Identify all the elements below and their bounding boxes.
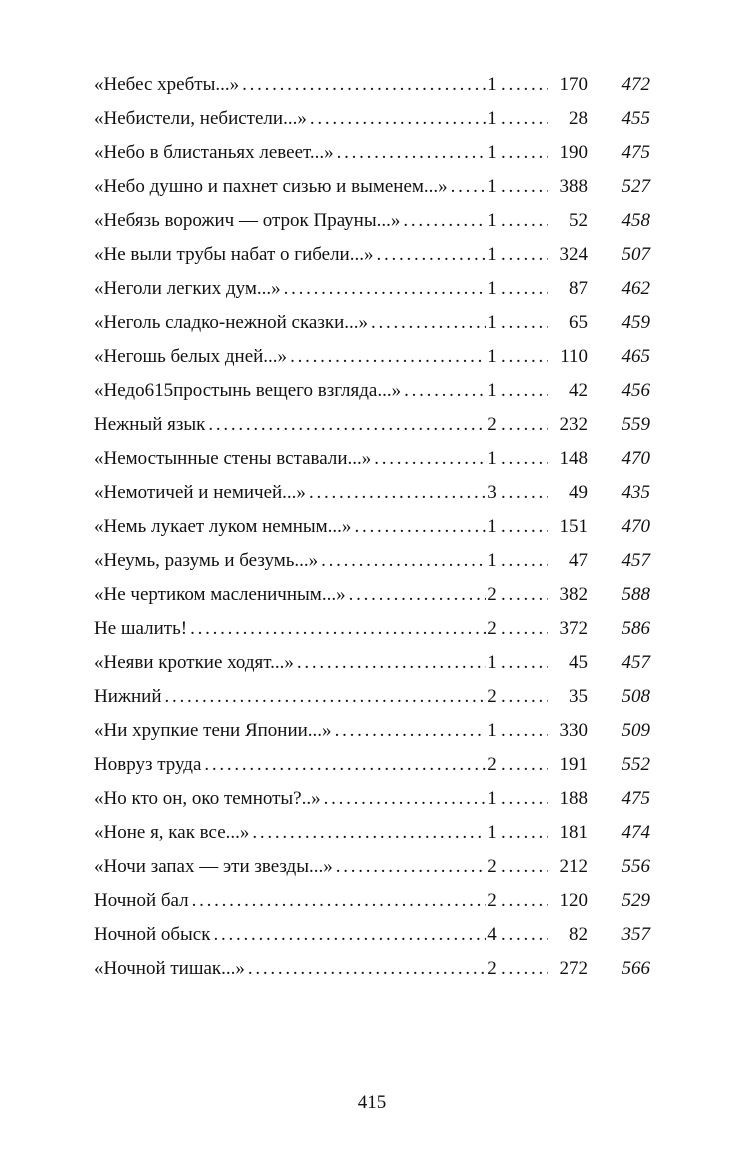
entry-volume: 2 bbox=[487, 618, 497, 639]
entry-title: «Ночи запах — эти звезды...» bbox=[94, 856, 333, 877]
entry-title: «Ни хрупкие тени Японии...» bbox=[94, 720, 332, 741]
dot-leader bbox=[498, 884, 548, 918]
entry-volume: 1 bbox=[487, 210, 497, 231]
entry-volume: 1 bbox=[487, 822, 497, 843]
dot-leader bbox=[498, 102, 548, 136]
index-entry bbox=[94, 408, 650, 442]
entry-volume: 2 bbox=[487, 958, 497, 979]
dot-leader bbox=[498, 374, 548, 408]
entry-page: 28 bbox=[569, 108, 588, 129]
dot-leader bbox=[498, 918, 548, 952]
entry-volume: 2 bbox=[487, 754, 497, 775]
entry-page: 49 bbox=[569, 482, 588, 503]
entry-title: Ночной бал bbox=[94, 890, 189, 911]
entry-title: Нижний bbox=[94, 686, 162, 707]
entry-volume: 1 bbox=[487, 516, 497, 537]
entry-commentary-page: 465 bbox=[621, 346, 650, 367]
entry-page: 47 bbox=[569, 550, 588, 571]
entry-page: 42 bbox=[569, 380, 588, 401]
dot-leader bbox=[498, 408, 548, 442]
entry-volume: 1 bbox=[487, 244, 497, 265]
dot-leader bbox=[245, 952, 486, 986]
dot-leader bbox=[498, 952, 548, 986]
dot-leader bbox=[287, 340, 486, 374]
index-entry bbox=[94, 442, 650, 476]
dot-leader bbox=[498, 510, 548, 544]
entry-volume: 1 bbox=[487, 550, 497, 571]
index-entry bbox=[94, 680, 650, 714]
index-entry bbox=[94, 340, 650, 374]
dot-leader bbox=[210, 918, 486, 952]
entry-title: Не шалить! bbox=[94, 618, 188, 639]
index-entry bbox=[94, 170, 650, 204]
entry-commentary-page: 357 bbox=[621, 924, 650, 945]
entry-title: «Небистели, небистели...» bbox=[94, 108, 307, 129]
entry-commentary-page: 457 bbox=[621, 550, 650, 571]
index-entry bbox=[94, 238, 650, 272]
entry-volume: 2 bbox=[487, 584, 497, 605]
entry-commentary-page: 559 bbox=[621, 414, 650, 435]
entry-title: «Немостынные стены вставали...» bbox=[94, 448, 372, 469]
index-entry bbox=[94, 272, 650, 306]
entry-title: Новруз труда bbox=[94, 754, 202, 775]
dot-leader bbox=[498, 646, 548, 680]
entry-commentary-page: 556 bbox=[621, 856, 650, 877]
entry-page: 35 bbox=[569, 686, 588, 707]
index-entry bbox=[94, 102, 650, 136]
entry-title: «Не чертиком масленичным...» bbox=[94, 584, 346, 605]
index-entry bbox=[94, 578, 650, 612]
entry-page: 110 bbox=[560, 346, 588, 367]
index-entry bbox=[94, 612, 650, 646]
entry-commentary-page: 435 bbox=[621, 482, 650, 503]
entry-page: 190 bbox=[559, 142, 588, 163]
entry-volume: 1 bbox=[487, 448, 497, 469]
dot-leader bbox=[498, 306, 548, 340]
dot-leader bbox=[189, 884, 486, 918]
entry-volume: 1 bbox=[487, 652, 497, 673]
entry-title: «Небо душно и пахнет сизью и выменем...» bbox=[94, 176, 448, 197]
entry-commentary-page: 507 bbox=[621, 244, 650, 265]
dot-leader bbox=[498, 612, 548, 646]
entry-volume: 1 bbox=[487, 312, 497, 333]
entry-commentary-page: 529 bbox=[621, 890, 650, 911]
entry-page: 120 bbox=[559, 890, 588, 911]
entry-commentary-page: 458 bbox=[621, 210, 650, 231]
entry-title: «Небес хребты...» bbox=[94, 74, 240, 95]
dot-leader bbox=[321, 782, 486, 816]
index-list bbox=[94, 68, 650, 986]
entry-title: «Неголи легких дум...» bbox=[94, 278, 281, 299]
entry-volume: 1 bbox=[487, 278, 497, 299]
entry-title: «Небязь ворожич — отрок Прауны...» bbox=[94, 210, 401, 231]
entry-volume: 2 bbox=[487, 890, 497, 911]
entry-page: 148 bbox=[559, 448, 588, 469]
dot-leader bbox=[498, 816, 548, 850]
entry-commentary-page: 459 bbox=[621, 312, 650, 333]
entry-page: 191 bbox=[559, 754, 588, 775]
entry-volume: 1 bbox=[487, 74, 497, 95]
entry-title: Нежный язык bbox=[94, 414, 206, 435]
entry-volume: 2 bbox=[487, 686, 497, 707]
entry-title: «Негошь белых дней...» bbox=[94, 346, 288, 367]
entry-commentary-page: 470 bbox=[621, 516, 650, 537]
entry-volume: 1 bbox=[487, 176, 497, 197]
entry-title: «Ноне я, как все...» bbox=[94, 822, 250, 843]
dot-leader bbox=[333, 850, 486, 884]
dot-leader bbox=[498, 680, 548, 714]
dot-leader bbox=[498, 442, 548, 476]
entry-volume: 1 bbox=[487, 788, 497, 809]
entry-commentary-page: 552 bbox=[621, 754, 650, 775]
dot-leader bbox=[498, 714, 548, 748]
dot-leader bbox=[205, 408, 486, 442]
index-entry bbox=[94, 136, 650, 170]
dot-leader bbox=[371, 442, 486, 476]
dot-leader bbox=[239, 68, 486, 102]
index-entry bbox=[94, 884, 650, 918]
entry-page: 87 bbox=[569, 278, 588, 299]
entry-page: 52 bbox=[569, 210, 588, 231]
dot-leader bbox=[498, 850, 548, 884]
dot-leader bbox=[249, 816, 486, 850]
entry-title: «Неяви кроткие ходят...» bbox=[94, 652, 294, 673]
index-entry bbox=[94, 68, 650, 102]
entry-commentary-page: 470 bbox=[621, 448, 650, 469]
entry-volume: 2 bbox=[487, 856, 497, 877]
index-entry bbox=[94, 850, 650, 884]
dot-leader bbox=[498, 68, 548, 102]
dot-leader bbox=[401, 374, 486, 408]
dot-leader bbox=[201, 748, 486, 782]
entry-title: «Неголь сладко-нежной сказки...» bbox=[94, 312, 369, 333]
entry-page: 212 bbox=[559, 856, 588, 877]
entry-title: Ночной обыск bbox=[94, 924, 211, 945]
dot-leader bbox=[187, 612, 486, 646]
entry-commentary-page: 586 bbox=[621, 618, 650, 639]
entry-title: «Не выли трубы набат о гибели...» bbox=[94, 244, 374, 265]
dot-leader bbox=[307, 102, 486, 136]
dot-leader bbox=[498, 340, 548, 374]
dot-leader bbox=[448, 170, 486, 204]
entry-commentary-page: 472 bbox=[621, 74, 650, 95]
entry-title: «Недо615простынь вещего взгляда...» bbox=[94, 380, 402, 401]
dot-leader bbox=[400, 204, 486, 238]
index-entry bbox=[94, 952, 650, 986]
entry-page: 151 bbox=[559, 516, 588, 537]
entry-page: 188 bbox=[559, 788, 588, 809]
dot-leader bbox=[334, 136, 486, 170]
dot-leader bbox=[294, 646, 486, 680]
entry-volume: 1 bbox=[487, 108, 497, 129]
index-entry bbox=[94, 782, 650, 816]
entry-volume: 3 bbox=[487, 482, 497, 503]
entry-commentary-page: 475 bbox=[621, 142, 650, 163]
entry-commentary-page: 455 bbox=[621, 108, 650, 129]
entry-page: 372 bbox=[559, 618, 588, 639]
index-entry bbox=[94, 204, 650, 238]
index-entry bbox=[94, 476, 650, 510]
entry-title: «Небо в блистаньях левеет...» bbox=[94, 142, 334, 163]
entry-page: 232 bbox=[559, 414, 588, 435]
entry-commentary-page: 508 bbox=[621, 686, 650, 707]
index-entry bbox=[94, 714, 650, 748]
entry-page: 45 bbox=[569, 652, 588, 673]
index-entry bbox=[94, 306, 650, 340]
dot-leader bbox=[498, 476, 548, 510]
dot-leader bbox=[281, 272, 486, 306]
index-entry bbox=[94, 816, 650, 850]
dot-leader bbox=[346, 578, 486, 612]
entry-title: «Ночной тишак...» bbox=[94, 958, 245, 979]
dot-leader bbox=[351, 510, 486, 544]
entry-commentary-page: 462 bbox=[621, 278, 650, 299]
entry-volume: 1 bbox=[487, 142, 497, 163]
entry-volume: 1 bbox=[487, 380, 497, 401]
dot-leader bbox=[498, 204, 548, 238]
dot-leader bbox=[498, 748, 548, 782]
dot-leader bbox=[332, 714, 486, 748]
entry-commentary-page: 475 bbox=[621, 788, 650, 809]
dot-leader bbox=[373, 238, 486, 272]
entry-title: «Но кто он, око темноты?..» bbox=[94, 788, 321, 809]
entry-volume: 2 bbox=[487, 414, 497, 435]
index-entry bbox=[94, 510, 650, 544]
entry-commentary-page: 509 bbox=[621, 720, 650, 741]
entry-commentary-page: 588 bbox=[621, 584, 650, 605]
entry-commentary-page: 457 bbox=[621, 652, 650, 673]
entry-page: 272 bbox=[559, 958, 588, 979]
dot-leader bbox=[368, 306, 486, 340]
entry-commentary-page: 474 bbox=[621, 822, 650, 843]
entry-page: 382 bbox=[559, 584, 588, 605]
entry-title: «Немь лукает луком немным...» bbox=[94, 516, 352, 537]
entry-volume: 1 bbox=[487, 720, 497, 741]
entry-page: 82 bbox=[569, 924, 588, 945]
dot-leader bbox=[498, 170, 548, 204]
entry-page: 330 bbox=[559, 720, 588, 741]
entry-volume: 1 bbox=[487, 346, 497, 367]
entry-page: 388 bbox=[559, 176, 588, 197]
index-entry bbox=[94, 544, 650, 578]
entry-page: 324 bbox=[559, 244, 588, 265]
dot-leader bbox=[306, 476, 486, 510]
entry-page: 170 bbox=[559, 74, 588, 95]
dot-leader bbox=[498, 544, 548, 578]
dot-leader bbox=[498, 238, 548, 272]
dot-leader bbox=[498, 578, 548, 612]
entry-title: «Неумь, разумь и безумь...» bbox=[94, 550, 319, 571]
dot-leader bbox=[498, 136, 548, 170]
entry-title: «Немотичей и немичей...» bbox=[94, 482, 306, 503]
index-entry bbox=[94, 374, 650, 408]
entry-commentary-page: 566 bbox=[621, 958, 650, 979]
dot-leader bbox=[498, 782, 548, 816]
dot-leader bbox=[318, 544, 486, 578]
index-entry bbox=[94, 748, 650, 782]
entry-page: 65 bbox=[569, 312, 588, 333]
dot-leader bbox=[498, 272, 548, 306]
dot-leader bbox=[162, 680, 486, 714]
index-entry bbox=[94, 646, 650, 680]
index-entry bbox=[94, 918, 650, 952]
entry-commentary-page: 456 bbox=[621, 380, 650, 401]
page-number: 415 bbox=[357, 1092, 387, 1113]
entry-commentary-page: 527 bbox=[621, 176, 650, 197]
entry-page: 181 bbox=[559, 822, 588, 843]
entry-volume: 4 bbox=[487, 924, 497, 945]
